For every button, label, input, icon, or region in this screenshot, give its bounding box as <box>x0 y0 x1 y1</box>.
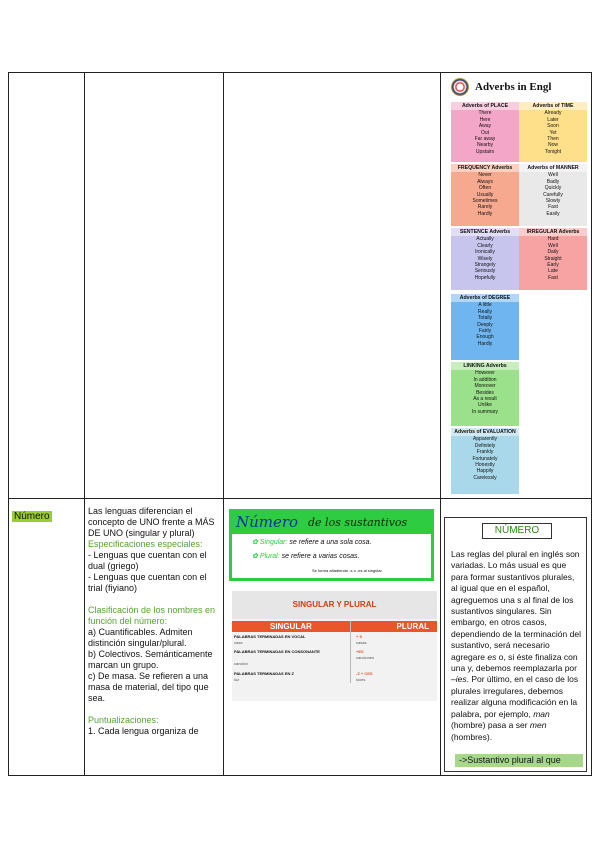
spec-item: - Lenguas que cuentan con el trial (fiyiano) <box>88 572 207 593</box>
adverb-word: Badly <box>546 178 560 185</box>
row-right: + S <box>356 634 363 639</box>
adverb-word: Here <box>479 116 491 123</box>
row-label-numero: Número <box>14 511 50 522</box>
class-item: c) De masa. Se refieren a una masa de material, del tipo que sea. <box>88 671 209 703</box>
adverb-word: Frankly <box>476 449 494 456</box>
class-item: b) Colectivos. Semánticamente marcan un grupo. <box>88 649 213 670</box>
col-divider-2 <box>223 72 224 776</box>
adverb-word: Straight <box>544 255 562 262</box>
adverb-group-heading: Adverbs of MANNER <box>519 164 587 172</box>
row-right-sub: canciones <box>356 655 375 660</box>
adverb-word: Enough <box>476 334 494 341</box>
adverb-word: Well <box>548 172 558 179</box>
header-singular: SINGULAR <box>270 622 312 631</box>
adverb-group-heading: FREQUENCY Adverbs <box>451 164 519 172</box>
adverb-word: Sometimes <box>472 198 498 205</box>
singular-plural-table <box>232 591 437 701</box>
adverb-group-heading: IRREGULAR Adverbs <box>519 228 587 236</box>
adverb-word: Hopefully <box>474 274 496 281</box>
adverb-group-heading: Adverbs of EVALUATION <box>451 428 519 436</box>
banner-title-rest: de los sustantivos <box>308 516 408 529</box>
adverb-word: A little <box>478 302 492 309</box>
spec-item: - Lenguas que cuentan con el dual (griego) <box>88 550 207 571</box>
row-label-cell <box>12 506 82 526</box>
plural-label: Plural: <box>259 553 280 560</box>
flower-icon: ✿ <box>252 539 258 546</box>
adverb-word: Well <box>548 242 558 249</box>
adverb-word: Fairly <box>478 328 492 335</box>
plural-line <box>252 552 359 560</box>
adverb-group <box>451 362 519 426</box>
row-divider <box>8 498 592 499</box>
adverb-word: As a result <box>473 396 497 403</box>
banner-title-numero: Número <box>236 513 299 531</box>
adverb-word: Yet <box>549 129 557 136</box>
table-border-top <box>8 72 592 73</box>
adverb-word: Then <box>547 136 559 143</box>
adverb-word: Far away <box>474 136 496 143</box>
adverb-word: Never <box>478 172 492 179</box>
explanation-emph: man <box>533 708 550 719</box>
adverb-word: Moreover <box>474 383 496 390</box>
adverb-word: In addition <box>473 376 497 383</box>
adverb-word: Ironically <box>475 249 495 256</box>
adverb-group <box>451 164 519 226</box>
adverb-group-heading: LINKING Adverbs <box>451 362 519 370</box>
adverb-group <box>451 228 519 290</box>
adverb-word: Away <box>478 123 492 130</box>
explanation-part: (hombres). <box>451 731 493 742</box>
adverb-group-heading: Adverbs of PLACE <box>451 102 519 110</box>
adverbs-infographic <box>445 76 591 496</box>
adverb-word: There <box>478 110 492 117</box>
document-table <box>8 72 592 776</box>
explanation-part: Las reglas del plural en inglés son variadas. Lo más usual es que para formar sustantivos plurales, al igual que en el español, agreguemos una s al final de los sustantivos singulares. Sin embargo, en otros casos, dependiendo de la terminación del sustantivo, será necesario agregare <box>451 549 581 662</box>
adverb-word: Fortunately <box>472 455 498 462</box>
adverb-word: Early <box>547 262 559 269</box>
adverb-word: Clearly <box>477 242 493 249</box>
table-header <box>232 621 437 632</box>
adverb-word: Definitely <box>474 442 496 449</box>
table-body <box>232 634 437 686</box>
adverb-word: Fast <box>548 204 558 211</box>
numero-title-box: NÚMERO <box>482 523 552 539</box>
numero-explanation-text <box>451 549 583 743</box>
adverb-word: Easily <box>546 210 560 217</box>
adverb-word: Now <box>547 142 558 149</box>
explanation-emph: men <box>529 720 547 731</box>
row-right-sub: casas <box>356 640 367 645</box>
numero-banner <box>229 509 434 581</box>
adverb-word: In summary <box>471 408 499 415</box>
adverb-group <box>519 102 587 162</box>
adverb-word: Totally <box>477 315 493 322</box>
union-jack-icon <box>451 78 469 96</box>
adverb-word: Strangely <box>474 262 496 269</box>
adverb-word: However <box>475 370 495 377</box>
adverb-word: Actually <box>476 236 494 243</box>
adverb-word: Wisely <box>477 255 493 262</box>
banner-note: Se forma añadiendo -s o -es al singular. <box>312 568 383 573</box>
numero-explanation-panel <box>444 517 587 772</box>
header-plural: PLURAL <box>396 622 429 631</box>
adverb-word: Seriously <box>474 268 496 275</box>
adverb-word: Slowly <box>545 198 561 205</box>
row-right-sub: luces <box>356 677 366 682</box>
adverb-group <box>451 428 519 494</box>
table-row <box>232 649 437 671</box>
concept-text-cell <box>88 506 221 774</box>
adverb-word: Often <box>478 185 492 192</box>
row-left-sub: canción <box>234 661 248 666</box>
row-right: +ES <box>356 649 364 654</box>
row-left-sub: casa <box>234 640 243 645</box>
intro-paragraph: Las lenguas diferencian el concepto de UNO frente a MÁS DE UNO (singular y plural) <box>88 506 215 538</box>
explanation-part: (hombre) pasa a ser <box>451 720 530 731</box>
explanation-part: . Por último, en el caso de los plurales irregulares, debemos realizar alguna modificación en la palabra, por ejemplo, <box>451 674 579 719</box>
adverb-group-heading: Adverbs of DEGREE <box>451 294 519 302</box>
adverb-word: Honestly <box>475 462 495 469</box>
adverb-word: Really <box>478 308 492 315</box>
spec-heading: Especificaciones especiales: <box>88 539 203 549</box>
adverb-word: Besides <box>476 389 494 396</box>
adverb-word: Deeply <box>477 321 493 328</box>
explanation-emph: –ies <box>451 674 467 685</box>
col-divider-4 <box>591 72 592 776</box>
adverb-group-heading: Adverbs of TIME <box>519 102 587 110</box>
singular-text: se refiere a una sola cosa. <box>289 539 372 546</box>
singular-label: Singular: <box>259 539 288 546</box>
adverb-word: Tonight <box>544 148 562 155</box>
adverb-word: Later <box>547 116 559 123</box>
adverb-group-heading: SENTENCE Adverbs <box>451 228 519 236</box>
row-left: PALABRAS TERMINADAS EN CONSONANTE <box>234 649 320 654</box>
table-row <box>232 634 437 649</box>
adverb-group <box>519 228 587 290</box>
table-row <box>232 671 437 686</box>
adverb-word: Late <box>548 268 558 275</box>
col-divider-3 <box>440 72 441 776</box>
adverb-word: Already <box>544 110 562 117</box>
adverb-word: Happily <box>476 468 494 475</box>
adverb-word: Soon <box>547 123 559 130</box>
adverb-word: Upstairs <box>475 148 495 155</box>
adverbs-title: Adverbs in Engl <box>475 81 552 93</box>
adverb-group <box>451 294 519 360</box>
row-left: PALABRAS TERMINADAS EN VOCAL <box>234 634 306 639</box>
explanation-emph: es <box>487 651 497 662</box>
adverb-word: Hardly <box>477 340 493 347</box>
adverb-word: Nearby <box>476 142 494 149</box>
adverb-group <box>519 164 587 226</box>
explanation-part: o, si éste finaliza con una y, debemos reemplazarla por <box>451 651 578 674</box>
adverb-word: Hardly <box>477 210 493 217</box>
sustantivo-plural-footer: ->Sustantivo plural al que <box>455 754 583 767</box>
table-title: SINGULAR Y PLURAL <box>232 591 437 619</box>
row-left: PALABRAS TERMINADAS EN Z <box>234 671 294 676</box>
adverb-word: Carelessly <box>473 474 497 481</box>
images-cell <box>226 506 438 774</box>
adverb-group <box>451 102 519 162</box>
adverb-word: Daily <box>547 249 559 256</box>
singular-line <box>252 538 372 546</box>
col-divider-0 <box>8 72 9 776</box>
adverb-word: Apparently <box>473 436 497 443</box>
row-right: -Z + CES <box>356 671 373 676</box>
punt-heading: Puntualizaciones: <box>88 715 159 725</box>
punt-item: 1. Cada lengua organiza de <box>88 726 199 736</box>
adverb-word: Always <box>477 178 493 185</box>
adverb-word: Hard <box>547 236 559 243</box>
adverb-word: Out <box>480 129 490 136</box>
adverb-word: Unlike <box>478 402 492 409</box>
plural-text: se refiere a varias cosas. <box>281 553 360 560</box>
table-border-bottom <box>8 775 592 776</box>
adverb-word: Rarely <box>477 204 493 211</box>
adverb-word: Fast <box>548 274 558 281</box>
adverb-word: Usually <box>476 191 494 198</box>
adverb-word: Quickly <box>544 185 562 192</box>
adverb-word: Carefully <box>543 191 563 198</box>
class-heading: Clasificación de los nombres en función del número: <box>88 605 216 626</box>
class-item: a) Cuantificables. Admiten distinción singular/plural. <box>88 627 193 648</box>
row-left-sub: luz <box>234 677 240 682</box>
flower-icon: ✿ <box>252 553 258 560</box>
col-divider-1 <box>84 72 85 776</box>
